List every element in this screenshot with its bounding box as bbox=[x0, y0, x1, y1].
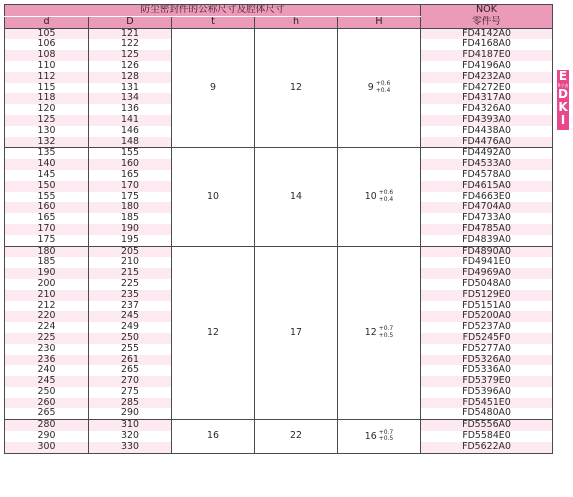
cell-D: 265 bbox=[89, 365, 172, 376]
cell-d: 108 bbox=[5, 50, 89, 61]
H-tolerance-lower: +0.5 bbox=[378, 331, 394, 339]
cell-part-number: FD4890A0 bbox=[421, 246, 553, 257]
cell-D: 210 bbox=[89, 257, 172, 268]
cell-part-number: FD5048A0 bbox=[421, 279, 553, 290]
cell-part-number: FD4476A0 bbox=[421, 137, 553, 148]
cell-D: 225 bbox=[89, 279, 172, 290]
cell-t: 12 bbox=[172, 246, 255, 420]
cell-H-with-tolerance bbox=[338, 148, 421, 246]
cell-part-number: FD5379E0 bbox=[421, 376, 553, 387]
table-body bbox=[5, 28, 553, 453]
cell-H-with-tolerance bbox=[338, 28, 421, 148]
cell-part-number: FD5622A0 bbox=[421, 442, 553, 453]
cell-d: 212 bbox=[5, 301, 89, 312]
H-tolerance-lower: +0.4 bbox=[375, 86, 391, 94]
cell-D: 155 bbox=[89, 148, 172, 159]
cell-D: 245 bbox=[89, 311, 172, 322]
cell-d: 175 bbox=[5, 235, 89, 246]
cell-part-number: FD4326A0 bbox=[421, 104, 553, 115]
cell-d: 155 bbox=[5, 192, 89, 203]
cell-part-number: FD4272E0 bbox=[421, 83, 553, 94]
cell-d: 165 bbox=[5, 213, 89, 224]
cell-part-number: FD4187E0 bbox=[421, 50, 553, 61]
cell-d: 245 bbox=[5, 376, 89, 387]
H-base-value: 16 bbox=[364, 430, 377, 442]
cell-d: 132 bbox=[5, 137, 89, 148]
cell-part-number: FD5151A0 bbox=[421, 301, 553, 312]
cell-D: 136 bbox=[89, 104, 172, 115]
cell-part-number: FD4704A0 bbox=[421, 202, 553, 213]
cell-D: 165 bbox=[89, 170, 172, 181]
cell-D: 134 bbox=[89, 93, 172, 104]
cell-d: 180 bbox=[5, 246, 89, 257]
H-tolerance-upper: +0.7 bbox=[378, 325, 394, 333]
cell-D: 125 bbox=[89, 50, 172, 61]
cell-h: 14 bbox=[255, 148, 338, 246]
cell-d: 130 bbox=[5, 126, 89, 137]
cell-D: 128 bbox=[89, 72, 172, 83]
cell-part-number: FD4839A0 bbox=[421, 235, 553, 246]
cell-D: 310 bbox=[89, 420, 172, 431]
cell-part-number: FD4317A0 bbox=[421, 93, 553, 104]
side-tab-letter-d: D bbox=[558, 87, 568, 101]
cell-D: 249 bbox=[89, 322, 172, 333]
cell-d: 290 bbox=[5, 431, 89, 442]
cell-H-with-tolerance bbox=[338, 420, 421, 453]
cell-D: 180 bbox=[89, 202, 172, 213]
header-group-title: 防尘密封件的公称尺寸及腔体尺寸 bbox=[5, 5, 421, 17]
cell-part-number: FD5200A0 bbox=[421, 311, 553, 322]
cell-part-number: FD4733A0 bbox=[421, 213, 553, 224]
side-tab-letter-k: K bbox=[558, 100, 568, 114]
cell-t: 16 bbox=[172, 420, 255, 453]
cell-D: 122 bbox=[89, 39, 172, 50]
side-tab-letter-e: E bbox=[558, 69, 568, 83]
cell-part-number: FD5277A0 bbox=[421, 344, 553, 355]
cell-D: 148 bbox=[89, 137, 172, 148]
cell-part-number: FD4941E0 bbox=[421, 257, 553, 268]
cell-d: 200 bbox=[5, 279, 89, 290]
cell-D: 215 bbox=[89, 268, 172, 279]
cell-D: 290 bbox=[89, 408, 172, 419]
cell-d: 110 bbox=[5, 61, 89, 72]
cell-d: 106 bbox=[5, 39, 89, 50]
cell-D: 170 bbox=[89, 181, 172, 192]
H-base-value: 9 bbox=[367, 82, 374, 94]
cell-d: 225 bbox=[5, 333, 89, 344]
cell-part-number: FD4615A0 bbox=[421, 181, 553, 192]
cell-part-number: FD4492A0 bbox=[421, 148, 553, 159]
cell-d: 190 bbox=[5, 268, 89, 279]
cell-D: 255 bbox=[89, 344, 172, 355]
H-base-value: 10 bbox=[364, 191, 377, 203]
cell-part-number: FD4142A0 bbox=[421, 28, 553, 39]
cell-part-number: FD4663E0 bbox=[421, 192, 553, 203]
header-d: d bbox=[5, 16, 89, 28]
side-tab-caption: R寸表 bbox=[557, 83, 569, 88]
header-nok: NOK bbox=[421, 5, 553, 17]
cell-d: 112 bbox=[5, 72, 89, 83]
cell-D: 195 bbox=[89, 235, 172, 246]
cell-d: 265 bbox=[5, 408, 89, 419]
cell-D: 275 bbox=[89, 387, 172, 398]
cell-D: 185 bbox=[89, 213, 172, 224]
side-index-tab[interactable] bbox=[557, 70, 569, 130]
cell-d: 150 bbox=[5, 181, 89, 192]
cell-part-number: FD4196A0 bbox=[421, 61, 553, 72]
table-row bbox=[5, 246, 553, 257]
cell-D: 237 bbox=[89, 301, 172, 312]
header-h: h bbox=[255, 16, 338, 28]
cell-part-number: FD5245F0 bbox=[421, 333, 553, 344]
H-tolerance bbox=[379, 430, 394, 443]
cell-D: 285 bbox=[89, 398, 172, 409]
cell-d: 240 bbox=[5, 365, 89, 376]
cell-D: 261 bbox=[89, 355, 172, 366]
cell-part-number: FD4393A0 bbox=[421, 115, 553, 126]
cell-d: 105 bbox=[5, 28, 89, 39]
header-part-number: 零件号 bbox=[421, 16, 553, 28]
H-tolerance-lower: +0.4 bbox=[378, 195, 394, 203]
cell-h: 17 bbox=[255, 246, 338, 420]
cell-part-number: FD5396A0 bbox=[421, 387, 553, 398]
cell-D: 146 bbox=[89, 126, 172, 137]
cell-t: 9 bbox=[172, 28, 255, 148]
cell-part-number: FD5129E0 bbox=[421, 290, 553, 301]
cell-part-number: FD4785A0 bbox=[421, 224, 553, 235]
H-tolerance-upper: +0.7 bbox=[378, 428, 394, 436]
cell-part-number: FD5326A0 bbox=[421, 355, 553, 366]
cell-D: 250 bbox=[89, 333, 172, 344]
cell-D: 270 bbox=[89, 376, 172, 387]
cell-d: 135 bbox=[5, 148, 89, 159]
cell-d: 160 bbox=[5, 202, 89, 213]
cell-part-number: FD4578A0 bbox=[421, 170, 553, 181]
cell-d: 185 bbox=[5, 257, 89, 268]
cell-part-number: FD5480A0 bbox=[421, 408, 553, 419]
cell-H-with-tolerance bbox=[338, 246, 421, 420]
cell-D: 160 bbox=[89, 159, 172, 170]
cell-d: 125 bbox=[5, 115, 89, 126]
H-tolerance bbox=[379, 190, 394, 203]
cell-h: 12 bbox=[255, 28, 338, 148]
cell-d: 260 bbox=[5, 398, 89, 409]
H-base-value: 12 bbox=[364, 327, 377, 339]
table-row bbox=[5, 420, 553, 431]
table-row bbox=[5, 148, 553, 159]
cell-D: 320 bbox=[89, 431, 172, 442]
cell-part-number: FD5237A0 bbox=[421, 322, 553, 333]
cell-part-number: FD4438A0 bbox=[421, 126, 553, 137]
cell-h: 22 bbox=[255, 420, 338, 453]
cell-D: 330 bbox=[89, 442, 172, 453]
cell-part-number: FD4533A0 bbox=[421, 159, 553, 170]
side-tab-letter-i: I bbox=[560, 113, 566, 127]
cell-d: 145 bbox=[5, 170, 89, 181]
cell-D: 205 bbox=[89, 246, 172, 257]
H-tolerance-upper: +0.6 bbox=[375, 80, 391, 88]
cell-part-number: FD5451E0 bbox=[421, 398, 553, 409]
cell-t: 10 bbox=[172, 148, 255, 246]
cell-D: 235 bbox=[89, 290, 172, 301]
cell-part-number: FD5556A0 bbox=[421, 420, 553, 431]
cell-d: 140 bbox=[5, 159, 89, 170]
cell-d: 170 bbox=[5, 224, 89, 235]
H-tolerance-upper: +0.6 bbox=[378, 189, 394, 197]
header-t: t bbox=[172, 16, 255, 28]
cell-d: 236 bbox=[5, 355, 89, 366]
H-tolerance bbox=[379, 326, 394, 339]
dimension-table bbox=[4, 4, 553, 454]
cell-D: 141 bbox=[89, 115, 172, 126]
cell-part-number: FD4969A0 bbox=[421, 268, 553, 279]
cell-d: 120 bbox=[5, 104, 89, 115]
cell-d: 118 bbox=[5, 93, 89, 104]
cell-d: 115 bbox=[5, 83, 89, 94]
cell-d: 210 bbox=[5, 290, 89, 301]
table-row bbox=[5, 28, 553, 39]
cell-d: 224 bbox=[5, 322, 89, 333]
cell-part-number: FD4168A0 bbox=[421, 39, 553, 50]
header-H: H bbox=[338, 16, 421, 28]
cell-D: 175 bbox=[89, 192, 172, 203]
cell-D: 126 bbox=[89, 61, 172, 72]
cell-d: 250 bbox=[5, 387, 89, 398]
H-tolerance bbox=[376, 81, 391, 94]
cell-part-number: FD4232A0 bbox=[421, 72, 553, 83]
cell-part-number: FD5584E0 bbox=[421, 431, 553, 442]
cell-D: 131 bbox=[89, 83, 172, 94]
cell-d: 230 bbox=[5, 344, 89, 355]
cell-d: 220 bbox=[5, 311, 89, 322]
H-tolerance-lower: +0.5 bbox=[378, 435, 394, 443]
cell-d: 300 bbox=[5, 442, 89, 453]
cell-d: 280 bbox=[5, 420, 89, 431]
cell-D: 121 bbox=[89, 28, 172, 39]
cell-part-number: FD5336A0 bbox=[421, 365, 553, 376]
cell-D: 190 bbox=[89, 224, 172, 235]
header-D: D bbox=[89, 16, 172, 28]
